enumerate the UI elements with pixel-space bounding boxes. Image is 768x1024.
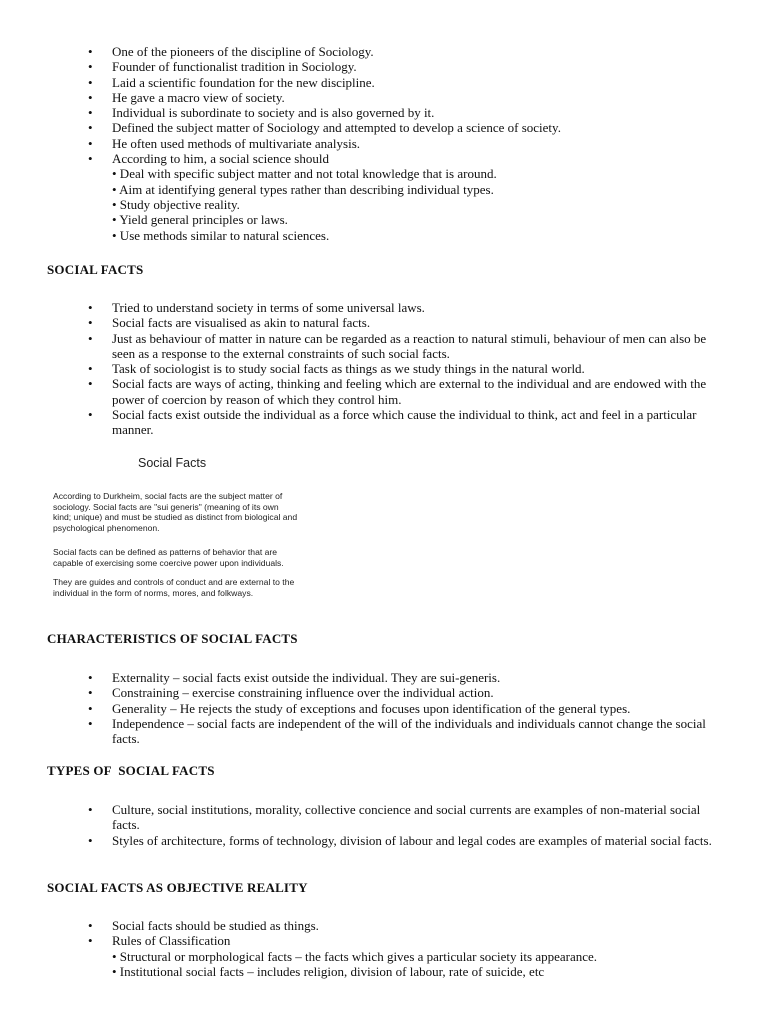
list-item: • Social facts are ways of acting, thinking and feeling which are external to the individual and are endowed with the power of coercion by reason of which they control him. [0,376,768,407]
social-facts-heading-block [0,262,768,277]
characteristics-section [0,670,768,746]
figure-paragraph: According to Durkheim, social facts are the subject matter of sociology. Social facts are "sui generis" (meaning of its own kind; unique) and must be studied as distinct from biological and psychological phenomenon. [53,491,298,533]
types-heading-block [0,763,768,778]
list-item: • Styles of architecture, forms of technology, division of labour and legal codes are examples of material social facts. [0,833,768,848]
intro-section [0,44,768,243]
social-facts-figure [48,450,300,608]
social-facts-section [0,300,768,438]
list-item: • He gave a macro view of society. [0,90,768,105]
characteristics-list [0,670,768,746]
list-item: • Defined the subject matter of Sociology and attempted to develop a science of society. [0,120,768,135]
section-heading: SOCIAL FACTS AS OBJECTIVE REALITY [47,880,308,895]
list-item: • Independence – social facts are independent of the will of the individuals and individuals cannot change the social facts. [0,716,768,747]
sub-list-item: • Aim at identifying general types rather than describing individual types. [112,181,494,197]
list-item: • Social facts exist outside the individual as a force which cause the individual to think, act and feel in a particular manner. [0,407,768,438]
list-item: • Individual is subordinate to society and is also governed by it. [0,105,768,120]
list-item: • One of the pioneers of the discipline of Sociology. [0,44,768,59]
section-heading: SOCIAL FACTS [47,262,144,277]
list-item: • Generality – He rejects the study of exceptions and focuses upon identification of the general types. [0,701,768,716]
sub-list [112,949,720,980]
list-item: • Laid a scientific foundation for the new discipline. [0,75,768,90]
figure-paragraph: They are guides and controls of conduct and are external to the individual in the form of norms, mores, and folkways. [53,577,295,598]
list-item-text: • According to him, a social science should [112,151,329,167]
sub-list-item: • Deal with specific subject matter and not total knowledge that is around. [112,166,497,182]
sub-list-item: • Yield general principles or laws. [112,212,288,228]
types-list [0,802,768,848]
sub-list-item: • Structural or morphological facts – the facts which gives a particular society its appearance. [112,948,598,964]
characteristics-heading-block [0,631,768,646]
section-heading: CHARACTERISTICS OF SOCIAL FACTS [47,631,298,646]
types-section [0,802,768,848]
list-item: • He often used methods of multivariate analysis. [0,136,768,151]
objective-heading-block [0,880,768,895]
intro-list [0,44,768,243]
list-item: • Founder of functionalist tradition in Sociology. [0,59,768,74]
list-item [0,933,768,979]
sub-list [112,166,720,242]
list-item: • Constraining – exercise constraining influence over the individual action. [0,685,768,700]
social-facts-list [0,300,768,438]
figure-paragraph: Social facts can be defined as patterns of behavior that are capable of exercising some coercive power upon individuals. [53,547,284,568]
figure-title: Social Facts [138,456,207,470]
list-item-text: • Rules of Classification [112,933,231,949]
sub-list-item: • Use methods similar to natural sciences. [112,227,330,243]
list-item: • Culture, social institutions, morality, collective concience and social currents are examples of non-material social facts. [0,802,768,833]
list-item: • Social facts are visualised as akin to natural facts. [0,315,768,330]
list-item: • Tried to understand society in terms of some universal laws. [0,300,768,315]
list-item: • Social facts should be studied as things. [0,918,768,933]
list-item [0,151,768,243]
sub-list-item: • Institutional social facts – includes religion, division of labour, rate of suicide, etc [112,963,545,979]
objective-list [0,918,768,979]
sub-list-item: • Study objective reality. [112,196,240,212]
list-item: • Just as behaviour of matter in nature can be regarded as a reaction to natural stimuli, behaviour of men can also be seen as a response to the external constraints of such social facts. [0,331,768,362]
section-heading: TYPES OF SOCIAL FACTS [47,763,215,778]
list-item: • Task of sociologist is to study social facts as things as we study things in the natural world. [0,361,768,376]
list-item: • Externality – social facts exist outside the individual. They are sui-generis. [0,670,768,685]
objective-section [0,918,768,979]
